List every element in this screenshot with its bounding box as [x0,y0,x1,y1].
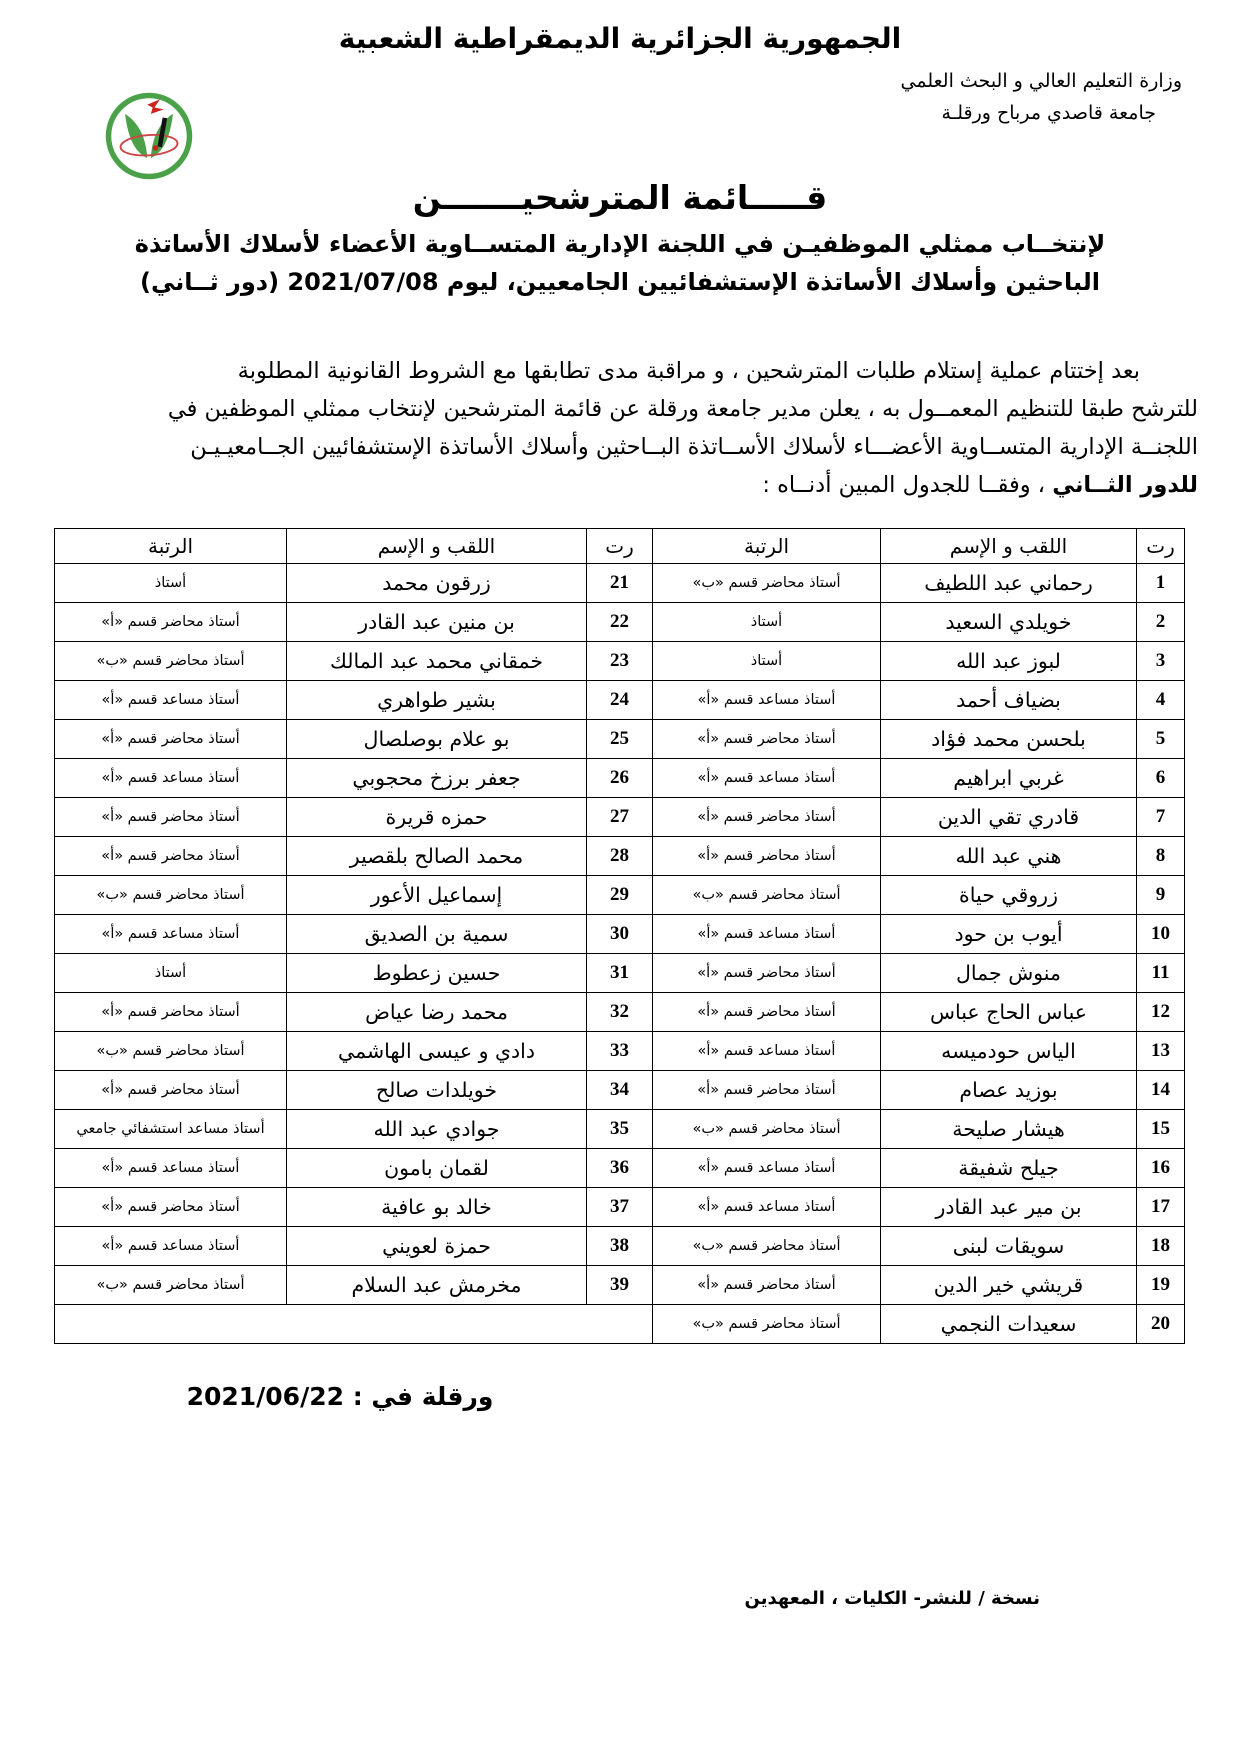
row-number: 12 [1137,993,1185,1032]
candidate-name: خويلدات صالح [287,1071,587,1110]
candidate-name: زرقون محمد [287,564,587,603]
row-number: 33 [587,1032,653,1071]
row-number: 4 [1137,681,1185,720]
candidate-rank: أستاذ محاضر قسم «أ» [653,993,881,1032]
row-number: 22 [587,603,653,642]
table-row [55,1110,1185,1149]
candidate-name: جوادي عبد الله [287,1110,587,1149]
page-subtitle-1: لإنتخــاب ممثلي الموظفيـن في اللجنة الإدارية المتســاوية الأعضاء لأسلاك الأساتذة [134,230,1106,258]
header-name-left: اللقب و الإسم [287,529,587,564]
table-row [55,1305,1185,1344]
candidate-name: بو علام بوصلصال [287,720,587,759]
candidate-name: قريشي خير الدين [881,1266,1137,1305]
candidate-name: قادري تقي الدين [881,798,1137,837]
row-number: 3 [1137,642,1185,681]
row-number: 7 [1137,798,1185,837]
candidate-rank: أستاذ مساعد قسم «أ» [653,681,881,720]
header-name-right: اللقب و الإسم [881,529,1137,564]
row-number: 6 [1137,759,1185,798]
candidate-name: أيوب بن حود [881,915,1137,954]
candidate-rank: أستاذ محاضر قسم «ب» [653,1110,881,1149]
candidate-name: هيشار صليحة [881,1110,1137,1149]
row-number: 1 [1137,564,1185,603]
row-number: 37 [587,1188,653,1227]
candidate-rank: أستاذ مساعد قسم «أ» [55,915,287,954]
candidate-rank: أستاذ محاضر قسم «ب» [653,564,881,603]
table-row [55,798,1185,837]
candidate-rank: أستاذ محاضر قسم «ب» [55,876,287,915]
table-row [55,954,1185,993]
candidate-rank: أستاذ مساعد قسم «أ» [653,1032,881,1071]
candidate-rank: أستاذ مساعد قسم «أ» [55,681,287,720]
ministry-line: وزارة التعليم العالي و البحث العلمي [900,70,1182,92]
header-rank-right: الرتبة [653,529,881,564]
candidate-name: لقمان بامون [287,1149,587,1188]
candidate-name: بن منين عبد القادر [287,603,587,642]
row-number: 25 [587,720,653,759]
table-row [55,1032,1185,1071]
candidate-name: لبوز عبد الله [881,642,1137,681]
intro-line-3: اللجنــة الإدارية المتســاوية الأعضـــاء لأسلاك الأســاتذة البــاحثين وأسلاك الأساتذة الإستشفائيين الجــامعيـيـن [190,434,1198,460]
intro-line-2: للترشح طبقا للتنظيم المعمــول به ، يعلن مدير جامعة ورقلة عن قائمة المترشحين لإنتخاب ممثلي الموظفين في [167,396,1198,422]
table-row [55,564,1185,603]
candidate-rank: أستاذ محاضر قسم «أ» [653,837,881,876]
row-number: 35 [587,1110,653,1149]
row-number: 32 [587,993,653,1032]
row-number: 5 [1137,720,1185,759]
table-row [55,837,1185,876]
candidate-rank: أستاذ مساعد قسم «أ» [653,759,881,798]
candidate-name: حسين زعطوط [287,954,587,993]
candidate-name: خمقاني محمد عبد المالك [287,642,587,681]
candidate-rank: أستاذ محاضر قسم «أ» [55,603,287,642]
table-row [55,720,1185,759]
row-number: 36 [587,1149,653,1188]
table-row [55,876,1185,915]
table-row [55,681,1185,720]
table-row [55,1227,1185,1266]
row-number: 19 [1137,1266,1185,1305]
university-logo-icon [103,90,195,182]
date-line: ورقلة في : 2021/06/22 [186,1382,494,1411]
candidate-name: محمد الصالح بلقصير [287,837,587,876]
row-number: 18 [1137,1227,1185,1266]
candidate-name: خالد بو عافية [287,1188,587,1227]
row-number: 2 [1137,603,1185,642]
candidate-name: دادي و عيسى الهاشمي [287,1032,587,1071]
row-number: 20 [1137,1305,1185,1344]
candidate-name: بوزيد عصام [881,1071,1137,1110]
candidate-name: سمية بن الصديق [287,915,587,954]
candidate-rank: أستاذ محاضر قسم «أ» [55,1071,287,1110]
intro-line-4-rest: ، وفقــا للجدول المبين أدنــاه : [762,472,1053,498]
candidate-rank: أستاذ محاضر قسم «أ» [55,1188,287,1227]
header-num-left: رت [587,529,653,564]
empty-merged-cell [55,1305,653,1344]
row-number: 10 [1137,915,1185,954]
row-number: 34 [587,1071,653,1110]
candidate-rank: أستاذ [653,642,881,681]
table-row [55,759,1185,798]
copy-distribution-line: نسخة / للنشر- الكليات ، المعهدين [744,1588,1040,1609]
candidate-name: منوش جمال [881,954,1137,993]
candidate-rank: أستاذ مساعد قسم «أ» [55,759,287,798]
candidate-rank: أستاذ محاضر قسم «أ» [55,798,287,837]
table-row [55,1149,1185,1188]
row-number: 13 [1137,1032,1185,1071]
candidate-name: بضياف أحمد [881,681,1137,720]
candidate-name: حمزه قريرة [287,798,587,837]
row-number: 27 [587,798,653,837]
candidate-rank: أستاذ محاضر قسم «ب» [653,876,881,915]
candidate-rank: أستاذ مساعد قسم «أ» [653,1149,881,1188]
candidate-name: بن مير عبد القادر [881,1188,1137,1227]
table-header-row [55,529,1185,564]
table-row [55,642,1185,681]
table-row [55,603,1185,642]
candidate-rank: أستاذ محاضر قسم «ب» [653,1305,881,1344]
row-number: 15 [1137,1110,1185,1149]
candidate-name: إسماعيل الأعور [287,876,587,915]
candidate-rank: أستاذ محاضر قسم «أ» [55,837,287,876]
candidate-rank: أستاذ محاضر قسم «أ» [653,720,881,759]
table-row [55,993,1185,1032]
row-number: 17 [1137,1188,1185,1227]
candidate-name: رحماني عبد اللطيف [881,564,1137,603]
candidate-name: زروقي حياة [881,876,1137,915]
candidate-name: بلحسن محمد فؤاد [881,720,1137,759]
candidate-rank: أستاذ محاضر قسم «أ» [55,720,287,759]
candidate-rank: أستاذ محاضر قسم «ب» [55,1032,287,1071]
header-rank-left: الرتبة [55,529,287,564]
row-number: 39 [587,1266,653,1305]
row-number: 28 [587,837,653,876]
candidate-rank: أستاذ مساعد قسم «أ» [653,915,881,954]
candidate-rank: أستاذ مساعد استشفائي جامعي [55,1110,287,1149]
table-row [55,915,1185,954]
candidate-name: خويلدي السعيد [881,603,1137,642]
candidate-rank: أستاذ محاضر قسم «أ» [653,1266,881,1305]
candidate-name: مخرمش عبد السلام [287,1266,587,1305]
candidate-rank: أستاذ [653,603,881,642]
intro-line-1: بعد إختتام عملية إستلام طلبات المترشحين ، و مراقبة مدى تطابقها مع الشروط القانونية المطلوبة [237,358,1140,384]
candidate-rank: أستاذ محاضر قسم «أ» [653,798,881,837]
page-subtitle-2: الباحثين وأسلاك الأساتذة الإستشفائيين الجامعيين، ليوم 2021/07/08 (دور ثــاني) [139,268,1101,296]
republic-title: الجمهورية الجزائرية الديمقراطية الشعبية [338,22,902,55]
candidate-name: غربي ابراهيم [881,759,1137,798]
row-number: 30 [587,915,653,954]
candidate-name: بشير طواهري [287,681,587,720]
candidate-name: جعفر برزخ محجوبي [287,759,587,798]
intro-line-4 [42,466,1198,504]
candidate-rank: أستاذ مساعد قسم «أ» [55,1227,287,1266]
university-line: جامعة قاصدي مرباح ورقلـة [941,102,1156,124]
candidate-name: سويقات لبنى [881,1227,1137,1266]
row-number: 21 [587,564,653,603]
row-number: 31 [587,954,653,993]
candidate-rank: أستاذ محاضر قسم «أ» [653,1071,881,1110]
candidate-rank: أستاذ محاضر قسم «ب» [55,1266,287,1305]
table-row [55,1188,1185,1227]
row-number: 9 [1137,876,1185,915]
table-row [55,1071,1185,1110]
candidate-name: حمزة لعويني [287,1227,587,1266]
candidate-rank: أستاذ محاضر قسم «أ» [55,993,287,1032]
row-number: 11 [1137,954,1185,993]
candidate-name: هني عبد الله [881,837,1137,876]
candidate-rank: أستاذ محاضر قسم «ب» [653,1227,881,1266]
candidates-table [54,528,1185,1344]
candidate-rank: أستاذ مساعد قسم «أ» [55,1149,287,1188]
row-number: 16 [1137,1149,1185,1188]
page-title: قـــــائمة المترشحيـــــــن [412,178,828,217]
table-row [55,1266,1185,1305]
university-logo-svg [103,90,195,182]
candidates-table-body [55,564,1185,1344]
candidate-name: محمد رضا عياض [287,993,587,1032]
row-number: 38 [587,1227,653,1266]
row-number: 29 [587,876,653,915]
row-number: 26 [587,759,653,798]
candidate-name: سعيدات النجمي [881,1305,1137,1344]
candidate-rank: أستاذ محاضر قسم «أ» [653,954,881,993]
candidate-rank: أستاذ [55,564,287,603]
row-number: 24 [587,681,653,720]
intro-line-4-bold: للدور الثــاني [1052,472,1198,498]
candidate-rank: أستاذ محاضر قسم «ب» [55,642,287,681]
candidate-name: الياس حودميسه [881,1032,1137,1071]
row-number: 8 [1137,837,1185,876]
candidate-name: عباس الحاج عباس [881,993,1137,1032]
candidate-rank: أستاذ [55,954,287,993]
candidate-name: جيلح شفيقة [881,1149,1137,1188]
candidate-rank: أستاذ مساعد قسم «أ» [653,1188,881,1227]
row-number: 23 [587,642,653,681]
intro-paragraph [42,352,1198,504]
header-num-right: رت [1137,529,1185,564]
row-number: 14 [1137,1071,1185,1110]
